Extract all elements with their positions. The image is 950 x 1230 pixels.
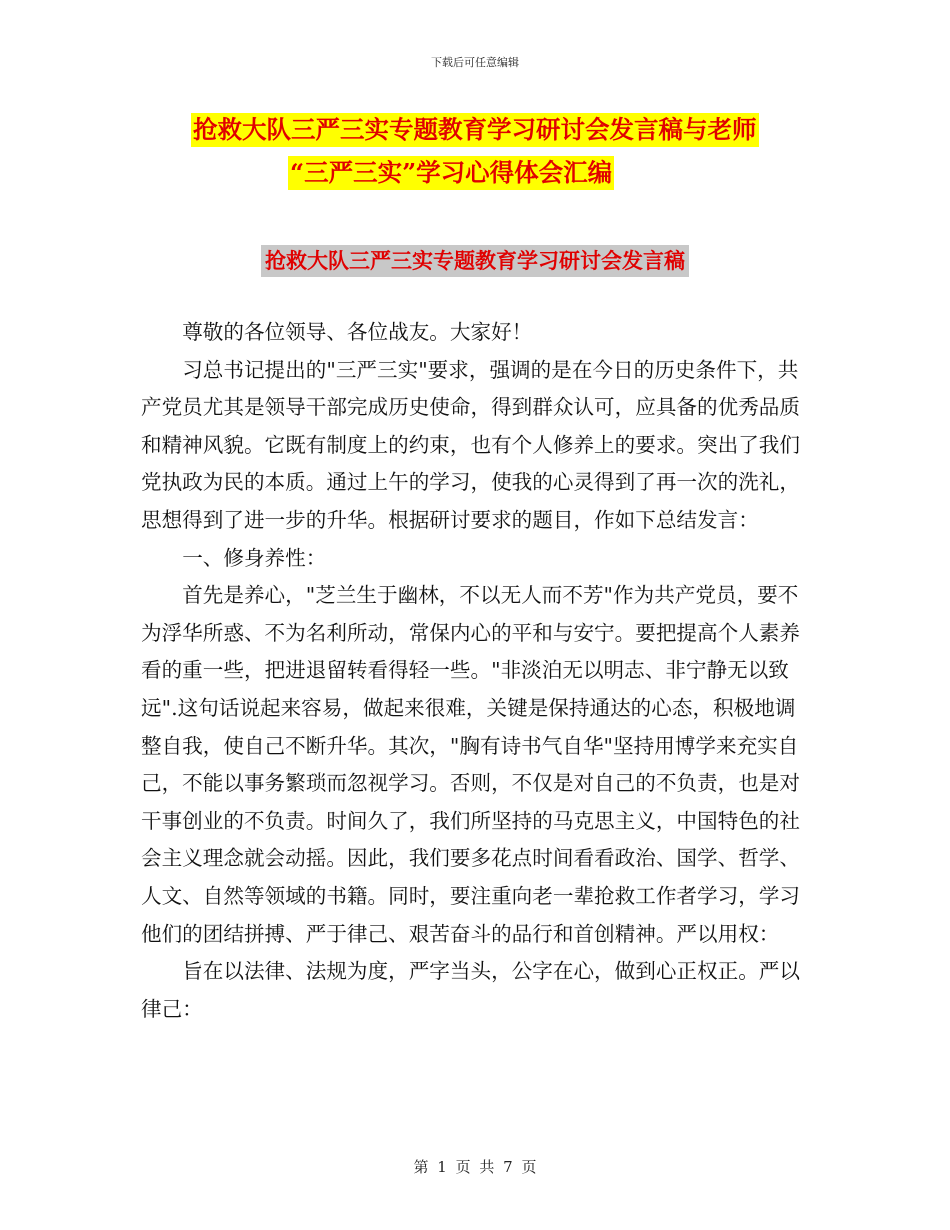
- paragraph-intro: 习总书记提出的"三严三实"要求，强调的是在今日的历史条件下，共产党员尤其是领导干部完成历史使命，得到群众认可，应具备的优秀品质和精神风貌。它既有制度上的约束，也有个人修养上的要求。突出了我们党执政为民的本质。通过上午的学习，使我的心灵得到了再一次的洗礼，思想得到了进一步的升华。根据研讨要求的题目，作如下总结发言：: [141, 357, 800, 532]
- header-note: 下载后可任意编辑: [431, 56, 519, 69]
- document-title-line-1: 抢救大队三严三实专题教育学习研讨会发言稿与老师: [191, 113, 759, 147]
- section-subtitle: 抢救大队三严三实专题教育学习研讨会发言稿: [261, 245, 689, 277]
- paragraph-power: 旨在以法律、法规为度，严字当头，公字在心，做到心正权正。严以律己：: [141, 959, 800, 1021]
- body-text: [141, 314, 811, 1028]
- page-footer: 第 1 页 共 7 页: [413, 1158, 537, 1176]
- paragraph-cultivation: 首先是养心，"芝兰生于幽林，不以无人而不芳"作为共产党员，要不为浮华所惑、不为名利所动，常保内心的平和与安宁。要把提高个人素养看的重一些，把进退留转看得轻一些。"非淡泊无以明志、非宁静无以致远".这句话说起来容易，做起来很难，关键是保持通达的心态，积极地调整自我，使自己不断升华。其次，"胸有诗书气自华"坚持用博学来充实自己，不能以事务繁琐而忽视学习。否则，不仅是对自己的不负责，也是对干事创业的不负责。时间久了，我们所坚持的马克思主义，中国特色的社会主义理念就会动摇。因此，我们要多花点时间看看政治、国学、哲学、人文、自然等领域的书籍。同时，要注重向老一辈抢救工作者学习，学习他们的团结拼搏、严于律己、艰苦奋斗的品行和首创精神。严以用权：: [141, 583, 800, 946]
- paragraph-greeting: 尊敬的各位领导、各位战友。大家好！: [182, 320, 533, 344]
- paragraph-heading-1: 一、修身养性：: [182, 545, 327, 570]
- document-title-line-2: “三严三实”学习心得体会汇编: [288, 156, 614, 190]
